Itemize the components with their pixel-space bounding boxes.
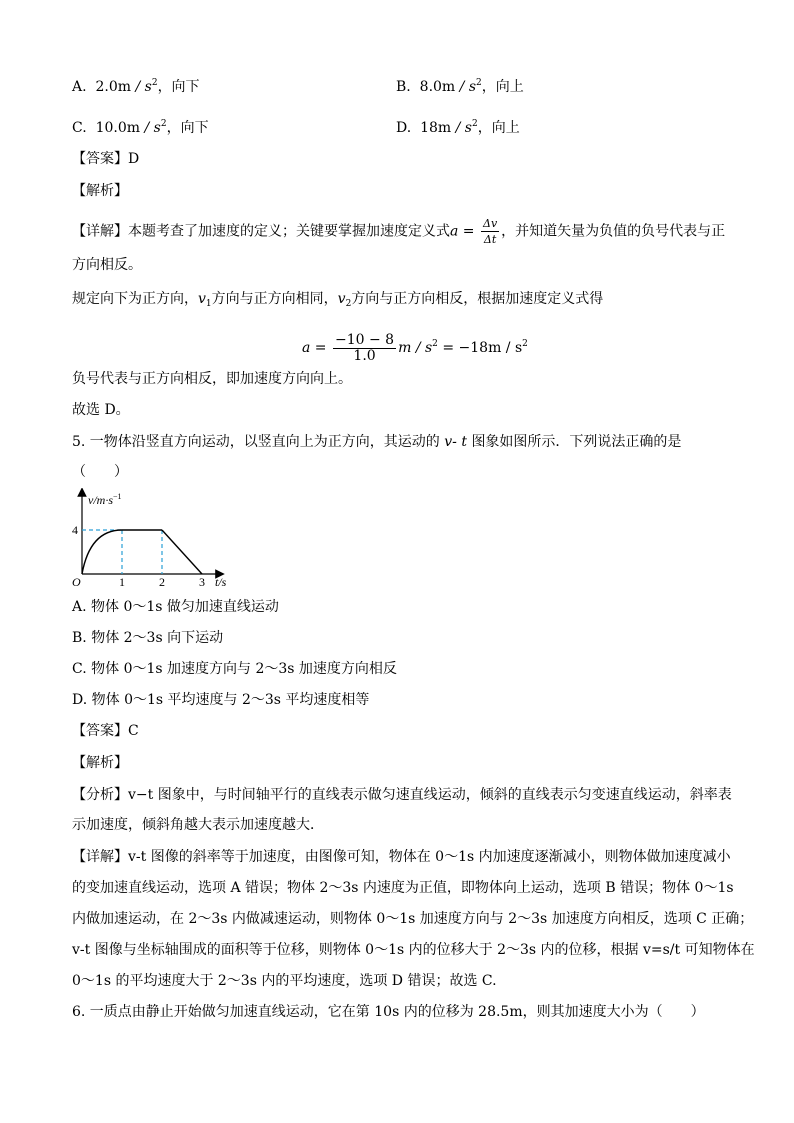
q4-detail-line2: 方向相反。	[72, 257, 142, 273]
q4-detail-line1: 【详解】本题考查了加速度的定义；关键要掌握加速度定义式a = $\frac{\Delta v}{\Delta t}$ ，并知道矢量为负值的负号代表与正	[72, 217, 726, 246]
origin-label: O	[72, 575, 81, 589]
x-tick-1: 1	[119, 575, 125, 589]
q5-stem: 5. 一物体沿竖直方向运动，以竖直向上为正方向，其运动的 v- t 图象如图所示．下列说法正确的是	[72, 434, 682, 450]
q5-detail-line1: 【详解】v-t 图像的斜率等于加速度，由图像可知，物体在 0～1s 内加速度逐渐减小，则物体做加速度减小	[72, 849, 731, 865]
q4-option-d: D. $18m / s^2$，向上	[396, 119, 520, 136]
q4-negative-meaning: 负号代表与正方向相反，即加速度方向向上。	[72, 371, 352, 387]
accel-definition-fraction: $\frac{\Delta v}{\Delta t}$	[483, 217, 498, 246]
q4-option-b: B. $8.0m / s^2$，向上	[396, 78, 524, 95]
q5-detail-line3: 内做加速运动，在 2～3s 内做减速运动，则物体 0～1s 加速度方向与 2～3s 加速度方向相反，选项 C 正确；	[72, 911, 754, 927]
q4-option-c: C. $10.0m / s^2$，向下	[72, 119, 209, 136]
q5-detail-line2: 的变加速直线运动，选项 A 错误；物体 2～3s 内速度为正值，即物体向上运动，选项 B 错误；物体 0～1s	[72, 880, 734, 896]
q4-analysis-tag: 【解析】	[72, 183, 128, 199]
q4-answer: 【答案】D	[72, 151, 140, 167]
q5-paren: （ ）	[72, 464, 128, 480]
q5-detail-line4: v-t 图像与坐标轴围成的面积等于位移，则物体 0～1s 内的位移大于 2～3s 内的位移，根据 v=s/t 可知物体在	[72, 942, 755, 958]
x-axis-label: t/s	[215, 575, 227, 589]
q6-stem: 6. 一质点由静止开始做匀加速直线运动，它在第 10s 内的位移为 28.5m，则其加速度大小为（ ）	[72, 1004, 705, 1020]
q5-answer: 【答案】C	[72, 723, 139, 739]
q5-option-c: C. 物体 0～1s 加速度方向与 2～3s 加速度方向相反	[72, 661, 397, 677]
vt-curve-0-1	[82, 530, 122, 574]
q5-detail-line5: 0～1s 的平均速度大于 2～3s 内的平均速度，选项 D 错误；故选 C.	[72, 973, 497, 989]
y-axis-label: $v/m\cdot s^{-1}$	[88, 492, 122, 507]
q5-fenxi-line1: 【分析】v−t 图象中，与时间轴平行的直线表示做匀速直线运动，倾斜的直线表示匀变速直线运动，斜率表	[72, 787, 732, 803]
q5-option-b: B. 物体 2～3s 向下运动	[72, 630, 224, 646]
q4-direction-line: 规定向下为正方向，$v_1$方向与正方向相同，$v_2$方向与正方向相反，根据加速度定义式得	[72, 291, 604, 309]
x-tick-3: 3	[199, 575, 205, 589]
q5-analysis-tag: 【解析】	[72, 755, 128, 771]
vt-graph	[68, 488, 248, 592]
y-tick-4: 4	[72, 523, 78, 537]
q5-option-d: D. 物体 0～1s 平均速度与 2～3s 平均速度相等	[72, 692, 370, 708]
q4-conclusion: 故选 D。	[72, 402, 130, 418]
q5-fenxi-line2: 示加速度，倾斜角越大表示加速度越大．	[72, 817, 324, 833]
vt-decline-2-3	[162, 530, 202, 574]
x-tick-2: 2	[159, 575, 165, 589]
q4-formula: a = $\frac{-10 - 8}{1.0}$ $m / s^2 = -18m / s^2$	[302, 331, 528, 364]
q5-option-a: A. 物体 0～1s 做匀加速直线运动	[72, 599, 279, 615]
q4-option-a: A. $2.0m / s^2$，向下	[72, 78, 200, 95]
